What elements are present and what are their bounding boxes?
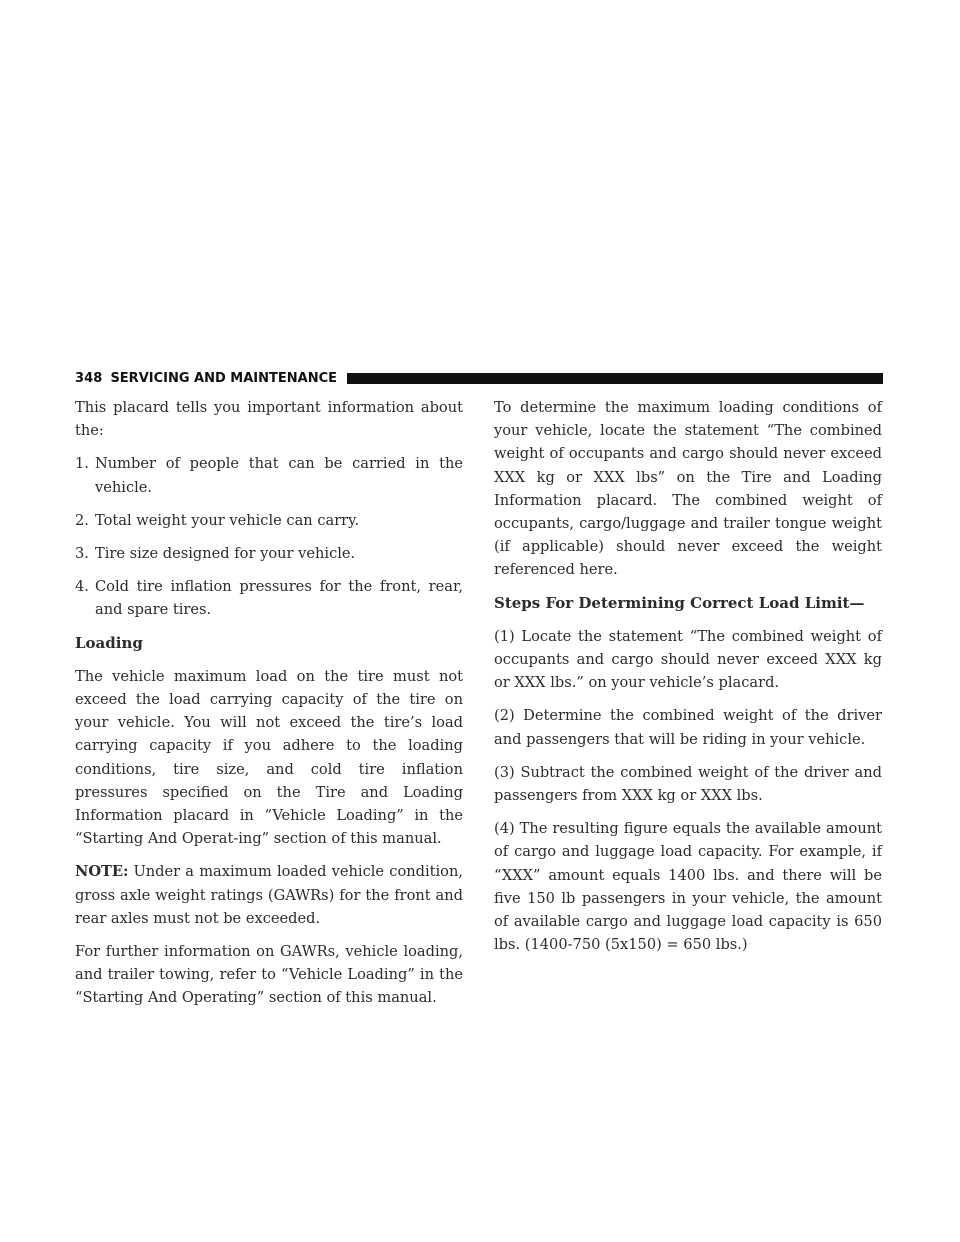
- step-paragraph: (2) Determine the combined weight of the driver and passengers that will be riding in your vehicle.: [494, 707, 882, 748]
- max-loading-paragraph: To determine the maximum loading conditions of your vehicle, locate the statement “The combined weight of occupants and cargo should never exceed XXX kg or XXX lbs” on the Tire and Loading Information placard. The combined weight of occupants, cargo/luggage and trailer tongue weight (if applicable) should never exceed the weight referenced here.: [494, 399, 882, 579]
- loading-heading: Loading: [75, 633, 143, 652]
- list-number: 3.: [75, 545, 89, 563]
- list-item: [75, 452, 463, 498]
- list-number: 4.: [75, 578, 89, 596]
- list-text: Number of people that can be carried in the vehicle.: [95, 455, 463, 496]
- note-paragraph: [75, 860, 463, 930]
- steps-heading: Steps For Determining Correct Load Limit—: [494, 593, 865, 612]
- list-item: [75, 542, 463, 565]
- placard-intro: This placard tells you important information about the:: [75, 399, 463, 440]
- list-text: Cold tire inflation pressures for the front, rear, and spare tires.: [95, 578, 463, 619]
- list-item: [75, 575, 463, 621]
- right-column: [494, 396, 882, 966]
- list-text: Tire size designed for your vehicle.: [95, 545, 356, 563]
- note-text: Under a maximum loaded vehicle condition, gross axle weight ratings (GAWRs) for the front and rear axles must not be exceeded.: [75, 863, 463, 927]
- step-paragraph: (1) Locate the statement “The combined weight of occupants and cargo should never exceed XXX kg or XXX lbs.” on your vehicle’s placard.: [494, 627, 882, 692]
- page-number: 348: [75, 370, 103, 386]
- page-header: [75, 370, 883, 386]
- list-text: Total weight your vehicle can carry.: [95, 511, 360, 529]
- note-label: NOTE:: [75, 863, 129, 881]
- list-number: 1.: [75, 455, 89, 473]
- left-column: [75, 396, 463, 1020]
- list-item: [75, 509, 463, 532]
- list-number: 2.: [75, 511, 89, 529]
- header-rule: [347, 373, 883, 384]
- further-info-paragraph: For further information on GAWRs, vehicle loading, and trailer towing, refer to “Vehicle Loading” in the “Starting And Operating” section of this manual.: [75, 943, 463, 1007]
- section-title: SERVICING AND MAINTENANCE: [110, 370, 338, 386]
- step-paragraph: (4) The resulting figure equals the available amount of cargo and luggage load capacity. For example, if “XXX” amount equals 1400 lbs. and there will be five 150 lb passengers in your vehicle, the amount of available cargo and luggage load capacity is 650 lbs. (1400-750 (5x150) = 650 lbs.): [494, 820, 882, 954]
- step-paragraph: (3) Subtract the combined weight of the driver and passengers from XXX kg or XXX lbs.: [494, 763, 882, 805]
- loading-paragraph: The vehicle maximum load on the tire must not exceed the load carrying capacity of the tire on your vehicle. You will not exceed the tire’s load carrying capacity if you adhere to the loading conditions, tire size, and cold tire inflation pressures specified on the Tire and Loading Information placard in “Vehicle Loading” in the “Starting And Operat-ing” section of this manual.: [75, 667, 463, 848]
